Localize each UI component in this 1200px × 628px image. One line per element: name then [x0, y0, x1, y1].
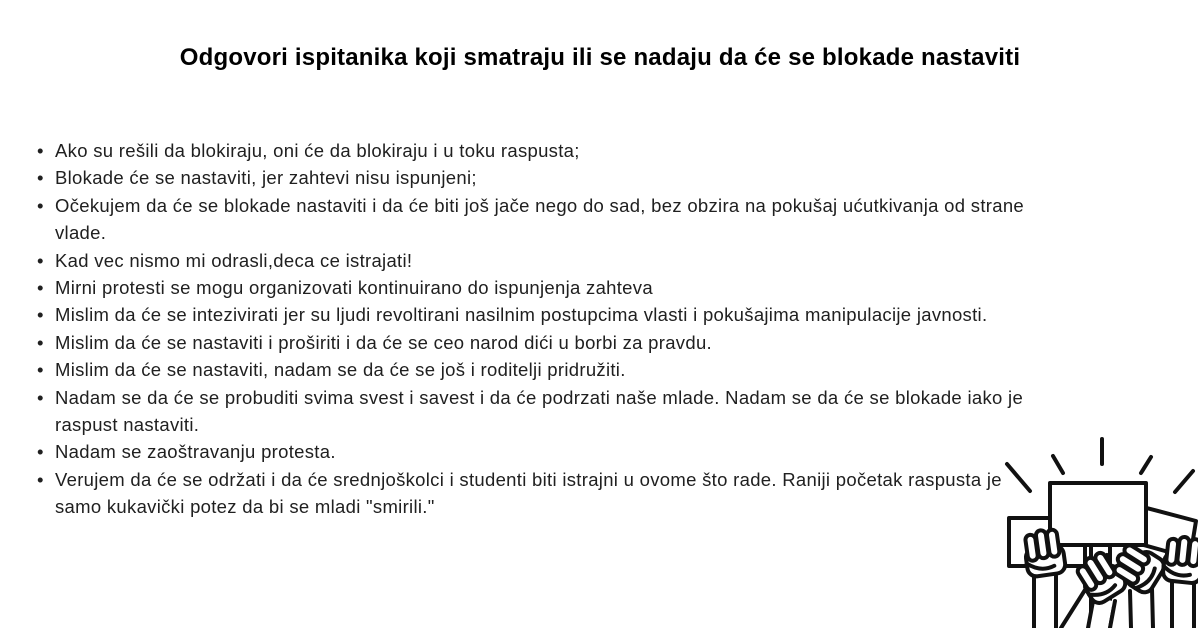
protest-hands-illustration	[1003, 433, 1198, 628]
response-item: • Blokade će se nastaviti, jer zahtevi nisu ispunjeni;	[36, 164, 1040, 191]
page-title: Odgovori ispitanika koji smatraju ili se nadaju da će se blokade nastaviti	[179, 44, 1021, 71]
main-sign	[1050, 483, 1146, 545]
response-item: • Očekujem da će se blokade nastaviti i da će biti još jače nego do sad, bez obzira na pokušaj ućutkivanja od strane vlade.	[36, 192, 1040, 247]
response-item: • Verujem da će se održati i da će srednjoškolci i studenti biti istrajni u ovome što rade. Raniji početak raspusta je samo kukavički potez da bi se mladi "smirili."	[36, 466, 1040, 521]
response-item: • Nadam se da će se probuditi svima svest i savest i da će podrzati naše mlade. Nadam se da će se blokade iako je raspust nastaviti.	[36, 384, 1040, 439]
response-item: • Mirni protesti se mogu organizovati kontinuirano do ispunjenja zahteva	[36, 274, 1040, 301]
response-item: • Mislim da će se nastaviti i proširiti i da će se ceo narod dići u borbi za pravdu.	[36, 329, 1040, 356]
response-item: • Nadam se zaoštravanju protesta.	[36, 438, 1040, 465]
response-item: • Mislim da će se nastaviti, nadam se da će se još i roditelji pridružiti.	[36, 356, 1040, 383]
responses-list	[36, 137, 1040, 521]
response-item: • Kad vec nismo mi odrasli,deca ce istrajati!	[36, 247, 1040, 274]
response-item: • Mislim da će se intezivirati jer su ljudi revoltirani nasilnim postupcima vlasti i pokušajima manipulacije javnosti.	[36, 301, 1040, 328]
response-item: • Ako su rešili da blokiraju, oni će da blokiraju i u toku raspusta;	[36, 137, 1040, 164]
